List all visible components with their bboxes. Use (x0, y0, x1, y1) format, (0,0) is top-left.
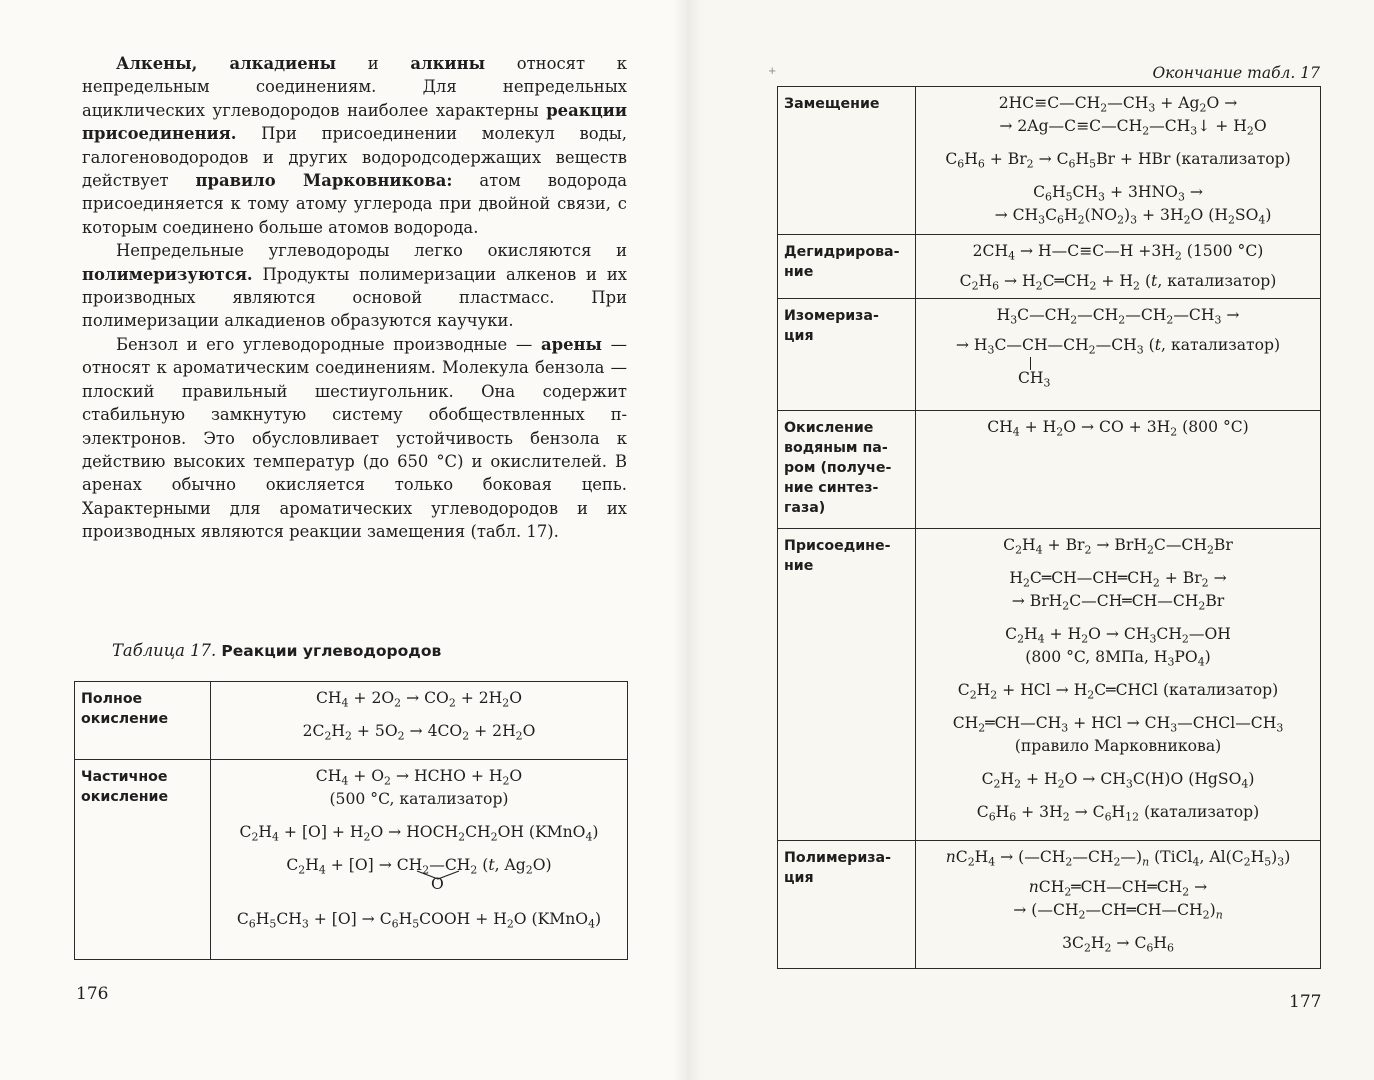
equation: $C_2H_2$ + HCl → $H_2C═CHCl$ (катализатор) (957, 681, 1279, 702)
reaction-type (778, 411, 916, 529)
reaction-type-line: Окисление (784, 420, 874, 436)
reaction-type-line: окисление (81, 789, 169, 805)
text-run: атом водорода присоединяется к тому атому углерода при двойной связи, с которым соединено больше атомов водорода. (82, 171, 627, 237)
reaction-type-line: ние синтез- (784, 480, 879, 496)
equation: (500 °C, катализатор) (329, 790, 509, 808)
equation: $C_6H_5CH_3 + 3HNO_3$ → (1033, 183, 1203, 204)
equation: $CH_4 + 2O_2 \to CO_2 + 2H_2O$ (315, 689, 523, 710)
reaction-type-line: водяным па- (784, 440, 888, 456)
reaction-equations (916, 411, 1321, 529)
table-row (75, 760, 628, 960)
reaction-equations (916, 841, 1321, 969)
text-run: Продукты полимеризации алкенов и их производных являются основой пластмасс. При полимеризации алкадиенов образуются каучуки. (82, 264, 627, 331)
table-caption-title: Реакции углеводородов (221, 642, 442, 660)
reaction-type-line: ция (784, 328, 814, 344)
reactions-table-part1 (74, 681, 628, 960)
bold-term: алкины (410, 54, 486, 73)
bold-term: правило Марковникова: (195, 171, 453, 191)
table-row (778, 299, 1321, 411)
text-run: Непредельные углеводороды легко окисляются и (116, 241, 627, 261)
reaction-equations (916, 87, 1321, 235)
text-run: При присоединении молекул воды, галогеноводородов и других водородсодержащих веществ действует (82, 124, 627, 191)
table-row (778, 87, 1321, 235)
running-head: Окончание табл. 17 (1152, 64, 1320, 82)
table-row (778, 529, 1321, 841)
equation: $C_2H_6$ → $H_2C═CH_2 + H_2$ (t, катализатор) (959, 272, 1277, 293)
reaction-type (75, 760, 211, 960)
text-run: и (336, 54, 411, 73)
equation: $CH_2═CH—CH_3$ + HCl → $CH_3—CHCl—CH_3$ (952, 714, 1284, 735)
reaction-type-line: Изомериза- (784, 308, 879, 324)
paragraph (82, 239, 627, 333)
reaction-type (778, 235, 916, 299)
reaction-type-line: ция (784, 870, 814, 886)
equation: → $CH_3C_6H_2(NO_2)_3 + 3H_2O$ $(H_2SO_4)$ (994, 206, 1272, 227)
reaction-equations (211, 760, 628, 960)
reaction-type-line: Полимериза- (784, 850, 891, 866)
bold-term: полимеризуются. (82, 264, 253, 284)
reaction-equations (916, 299, 1321, 411)
reactions-table-part2 (777, 86, 1321, 969)
equation: $CH_4 + H_2O$ → CO + $3H_2$ (800 °C) (987, 418, 1249, 439)
equation: $C_2H_4 + Br_2$ → $BrH_2C—CH_2Br$ (1003, 536, 1233, 557)
reaction-type-line: ром (получе- (784, 460, 892, 476)
reaction-equations (211, 682, 628, 760)
reaction-type-line: Полное (81, 691, 143, 707)
text-run: — относят к ароматическим соединениям. Молекула бензола — плоский правильный шестиугольник. Она содержит стабильную замкнутую систему обобществленных π-электронов. Это обусловливает устойчивость бензола к действию высоких температур (до 650 °С) и окислителей. В аренах обычно окисляется только боковая цепь. Характерными для ароматических углеводородов и их производных являются реакции замещения (табл. 17). (82, 334, 627, 542)
body-text (82, 52, 627, 544)
equation: $C_2H_4 + [O] + H_2O$ → $HOCH_2CH_2OH$ (KMnO$_4$) (239, 823, 599, 844)
equation: $nCH_2═CH—CH═CH_2$ → (1028, 878, 1208, 899)
reaction-equations (916, 529, 1321, 841)
table-row (778, 235, 1321, 299)
paragraph (82, 333, 627, 544)
equation: $2CH_4$ → H—C≡C—H $+3H_2$ (1500 °C) (972, 242, 1264, 263)
paragraph (82, 52, 627, 239)
equation: $H_3C—CH_2—CH_2—CH_2—CH_3$ → (996, 306, 1240, 327)
reaction-type-line: Замещение (784, 96, 880, 112)
text-run: относят к непредельным соединениям. Для непредельных ациклических углеводородов наиболее характерны (82, 54, 627, 120)
equation: $C_6H_6 + Br_2 \to C_6H_5Br$ + HBr (катализатор) (945, 150, 1291, 171)
equation: $H_2C═CH—CH═CH_2 + Br_2$ → (1009, 569, 1227, 590)
page-mark: + (768, 66, 777, 77)
equation: → $BrH_2C—CH═CH—CH_2Br$ (1011, 592, 1225, 613)
equation: $CH_3$ (918, 357, 1318, 393)
table-row (778, 411, 1321, 529)
equation: (правило Марковникова) (1014, 737, 1222, 755)
table-row (75, 682, 628, 760)
table-caption (112, 641, 441, 660)
equation: → $H_3C—CH—CH_2—CH_3$ (t, катализатор) (955, 336, 1281, 357)
equation: $C_6H_5CH_3 + [O]$ → $C_6H_5COOH + H_2O$ (KMnO$_4$) (236, 910, 602, 931)
equation: → $2Ag—C\equiv C—CH_2—CH_3↓ + H_2O$ (999, 117, 1267, 138)
equation: $C_2H_4 + H_2O$ → $CH_3CH_2—OH$ (1005, 625, 1231, 646)
bold-term: Алкены, алкадиены (116, 54, 337, 73)
reaction-type-line: Присоедине- (784, 538, 891, 554)
text-run: Бензол и его углеводородные производные — (116, 334, 541, 354)
equation: $C_2H_4 + [O]$ → $CH_2—CH_2$ O (t, $Ag_2O$) (286, 856, 552, 893)
page-number-right: 177 (1289, 992, 1322, 1012)
equation: (800 °C, 8МПа, $H_3PO_4$) (1025, 648, 1211, 669)
book-gutter (672, 0, 702, 1080)
reaction-type (778, 841, 916, 969)
reaction-type-line: газа) (784, 500, 826, 516)
table-caption-number: Таблица 17. (112, 641, 217, 660)
bold-term: реакции присоединения. (82, 100, 627, 144)
equation: $CH_4 + O_2$ → HCHO + $H_2O$ (315, 767, 523, 788)
reaction-type (778, 529, 916, 841)
equation: $3C_2H_2 \to C_6H_6$ (1062, 934, 1174, 955)
reaction-type-line: ние (784, 264, 814, 280)
table-row (778, 841, 1321, 969)
reaction-type (778, 299, 916, 411)
equation: $C_2H_2 + H_2O \to CH_3C(H)O$ (HgSO$_4$) (981, 770, 1255, 791)
reaction-type-line: Частичное (81, 769, 168, 785)
reaction-type (778, 87, 916, 235)
reaction-type-line: Дегидрирова- (784, 244, 900, 260)
bold-term: арены (540, 334, 602, 354)
page-number-left: 176 (76, 984, 109, 1004)
reaction-type-line: окисление (81, 711, 169, 727)
equation: $2C_2H_2 + 5O_2 \to 4CO_2 + 2H_2O$ (302, 722, 536, 743)
right-page (687, 0, 1374, 1080)
equation: $nC_2H_4$ → $(—CH_2—CH_2—)_n$ (TiCl$_4$, $Al(C_2H_5)_3$) (945, 848, 1291, 869)
equation: → $(—CH_2—CH═CH—CH_2)_n$ (1013, 901, 1223, 922)
reaction-type-line: ние (784, 558, 814, 574)
reaction-type (75, 682, 211, 760)
equation: $C_6H_6 + 3H_2 \to C_6H_{12}$ (катализатор) (976, 803, 1260, 824)
reaction-equations (916, 235, 1321, 299)
equation: $2HC\equiv C—CH_2—CH_3 + Ag_2O$ → (998, 94, 1238, 115)
